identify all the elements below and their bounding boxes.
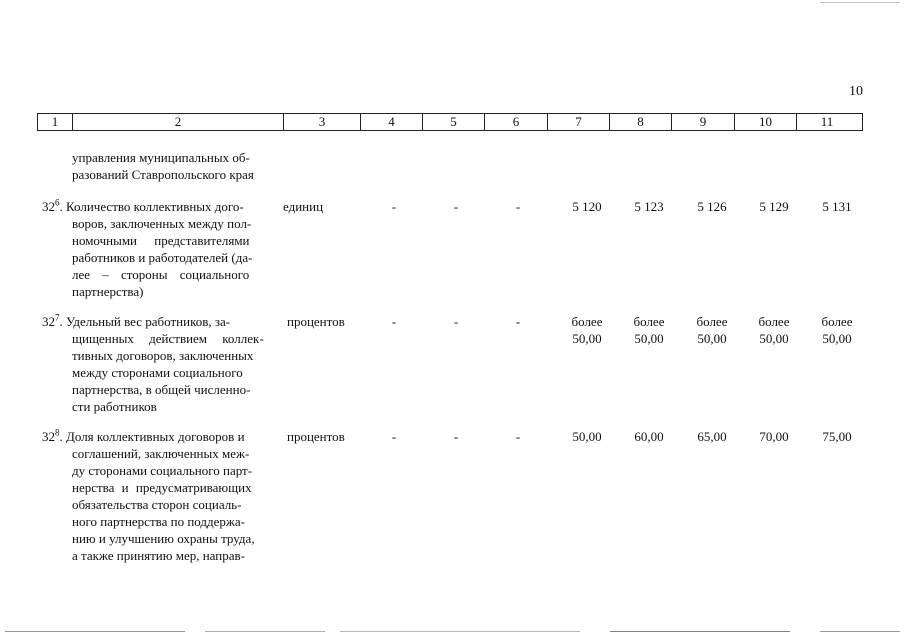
row-indicator — [42, 428, 245, 445]
row-number: 32 — [42, 199, 55, 214]
dash-cell-col5: - — [453, 314, 459, 329]
value-cell-col7 — [556, 313, 618, 347]
indicator-line: ного партнерства по поддержа- — [72, 514, 245, 529]
row-number-superscript: 7 — [55, 312, 60, 323]
column-header-8: 8 — [610, 114, 672, 130]
unit-cell: единиц — [283, 199, 324, 214]
row-indicator — [42, 198, 244, 215]
dash-cell-col4: - — [391, 314, 397, 329]
value-cell-col10: 70,00 — [759, 429, 789, 444]
indicator-line: нию и улучшению охраны труда, — [72, 531, 255, 546]
value-line: более — [696, 314, 728, 329]
indicator-text-block — [72, 330, 264, 415]
value-cell-col8: 60,00 — [634, 429, 664, 444]
value-line: 50,00 — [697, 331, 727, 346]
column-header-6: 6 — [485, 114, 548, 130]
value-cell-col10: 5 129 — [759, 199, 789, 214]
scan-artifact-line — [610, 631, 790, 632]
indicator-line: . Доля коллективных договоров и — [59, 429, 245, 444]
column-header-5: 5 — [423, 114, 485, 130]
indicator-line: . Удельный вес работников, за- — [59, 314, 231, 329]
value-cell-col11 — [806, 313, 868, 347]
unit-cell: процентов — [287, 314, 345, 329]
column-header-2: 2 — [73, 114, 284, 130]
continuation-line: разований Ставропольского края — [72, 167, 254, 182]
table-row — [42, 198, 244, 215]
column-header-1: 1 — [38, 114, 73, 130]
column-header-11: 11 — [820, 114, 834, 129]
page-number: 10 — [849, 84, 863, 99]
unit-cell: процентов — [287, 429, 345, 444]
row-number-superscript: 6 — [55, 197, 60, 208]
indicator-text-block — [72, 215, 252, 300]
value-cell-col10 — [743, 313, 805, 347]
value-line: более — [633, 314, 665, 329]
indicator-line: соглашений, заключенных меж- — [72, 446, 250, 461]
value-cell-col8 — [618, 313, 680, 347]
dash-cell-col4: - — [391, 429, 397, 444]
continuation-text — [72, 149, 284, 183]
indicator-line: ду сторонами социального парт- — [72, 463, 253, 478]
indicator-line: а также принятию мер, направ- — [72, 548, 245, 563]
value-line: 50,00 — [759, 331, 789, 346]
indicator-line: номочными представителями — [72, 233, 250, 248]
scan-artifact-line — [340, 631, 580, 632]
value-line: более — [758, 314, 790, 329]
indicator-line: нерства и предусматривающих — [72, 480, 252, 495]
indicator-line: между сторонами социального — [72, 365, 243, 380]
column-header-4: 4 — [361, 114, 423, 130]
table-row — [42, 313, 230, 330]
value-cell-col9: 5 126 — [697, 199, 727, 214]
value-cell-col11: 5 131 — [822, 199, 852, 214]
value-cell-col7: 5 120 — [572, 199, 602, 214]
column-header-10: 10 — [735, 114, 797, 130]
row-number: 32 — [42, 429, 55, 444]
row-number-superscript: 8 — [55, 427, 60, 438]
value-line: более — [571, 314, 603, 329]
value-cell-col8: 5 123 — [634, 199, 664, 214]
dash-cell-col6: - — [515, 429, 521, 444]
dash-cell-col5: - — [453, 199, 459, 214]
table-header-row — [37, 113, 863, 131]
dash-cell-col4: - — [391, 199, 397, 214]
scan-artifact-line — [820, 2, 900, 3]
indicator-line: партнерства, в общей численно- — [72, 382, 251, 397]
indicator-line: . Количество коллективных дого- — [59, 199, 244, 214]
value-cell-col9 — [681, 313, 743, 347]
column-header-3: 3 — [284, 114, 361, 130]
indicator-line: сти работников — [72, 399, 157, 414]
indicator-line: обязательства сторон социаль- — [72, 497, 242, 512]
continuation-line: управления муниципальных об- — [72, 150, 250, 165]
indicator-line: воров, заключенных между пол- — [72, 216, 252, 231]
indicator-line: тивных договоров, заключенных — [72, 348, 254, 363]
indicator-line: лее – стороны социального — [72, 267, 250, 282]
table-row — [42, 428, 245, 445]
indicator-text-block — [72, 445, 255, 564]
dash-cell-col6: - — [515, 314, 521, 329]
value-line: 50,00 — [572, 331, 602, 346]
scan-artifact-line — [205, 631, 325, 632]
scan-artifact-line — [820, 631, 900, 632]
indicator-line: партнерства) — [72, 284, 144, 299]
value-cell-col7: 50,00 — [572, 429, 602, 444]
value-cell-col9: 65,00 — [697, 429, 727, 444]
value-line: более — [821, 314, 853, 329]
dash-cell-col5: - — [453, 429, 459, 444]
column-header-9: 9 — [672, 114, 735, 130]
row-number: 32 — [42, 314, 55, 329]
value-line: 50,00 — [822, 331, 852, 346]
scan-artifact-line — [5, 631, 185, 632]
row-indicator — [42, 313, 230, 330]
indicator-line: щищенных действием коллек- — [72, 331, 264, 346]
value-line: 50,00 — [634, 331, 664, 346]
column-header-7: 7 — [548, 114, 610, 130]
dash-cell-col6: - — [515, 199, 521, 214]
value-cell-col11: 75,00 — [822, 429, 852, 444]
indicator-line: работников и работодателей (да- — [72, 250, 253, 265]
